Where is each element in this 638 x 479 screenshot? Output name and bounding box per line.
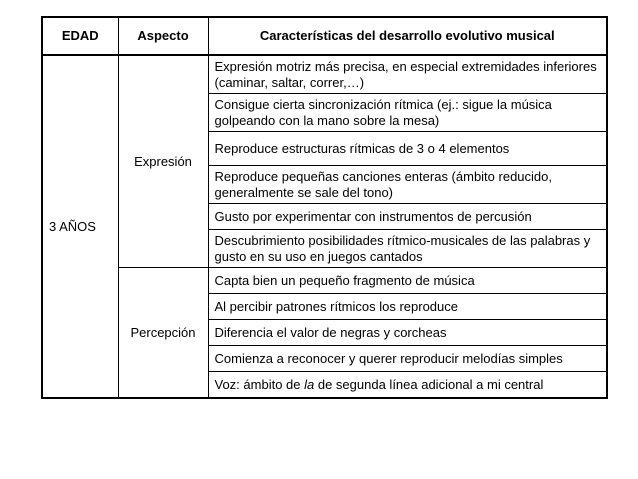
caracteristica-cell: Al percibir patrones rítmicos los reproduce: [208, 294, 607, 320]
header-row: [42, 17, 607, 55]
caracteristica-cell: Diferencia el valor de negras y corcheas: [208, 320, 607, 346]
table-row: [42, 268, 607, 294]
aspecto-percepcion: Percepción: [118, 268, 208, 399]
caracteristica-cell-voz: [208, 372, 607, 399]
caracteristica-cell: Expresión motriz más precisa, en especial extremidades inferiores (caminar, saltar, correr,…): [208, 55, 607, 94]
edad-cell: 3 AÑOS: [42, 55, 118, 398]
voz-text-start: Voz: ámbito de: [214, 376, 305, 392]
voz-text-end: de segunda línea adicional a mi central: [314, 376, 544, 392]
header-aspecto: Aspecto: [118, 17, 208, 55]
caracteristica-cell: Capta bien un pequeño fragmento de música: [208, 268, 607, 294]
development-table: [41, 16, 608, 399]
header-caracteristicas: Características del desarrollo evolutivo musical: [208, 17, 607, 55]
caracteristica-cell: Comienza a reconocer y querer reproducir melodías simples: [208, 346, 607, 372]
header-edad: EDAD: [42, 17, 118, 55]
caracteristica-cell: Gusto por experimentar con instrumentos de percusión: [208, 204, 607, 230]
caracteristica-cell: Reproduce pequeñas canciones enteras (ámbito reducido, generalmente se sale del tono): [208, 166, 607, 204]
caracteristica-cell: Descubrimiento posibilidades rítmico-musicales de las palabras y gusto en su uso en juegos cantados: [208, 230, 607, 268]
table-row: [42, 55, 607, 94]
aspecto-expresion: Expresión: [118, 55, 208, 268]
caracteristica-cell: Consigue cierta sincronización rítmica (ej.: sigue la música golpeando con la mano sobre la mesa): [208, 94, 607, 132]
voz-note-la: la: [304, 376, 315, 392]
caracteristica-cell: Reproduce estructuras rítmicas de 3 o 4 elementos: [208, 132, 607, 166]
